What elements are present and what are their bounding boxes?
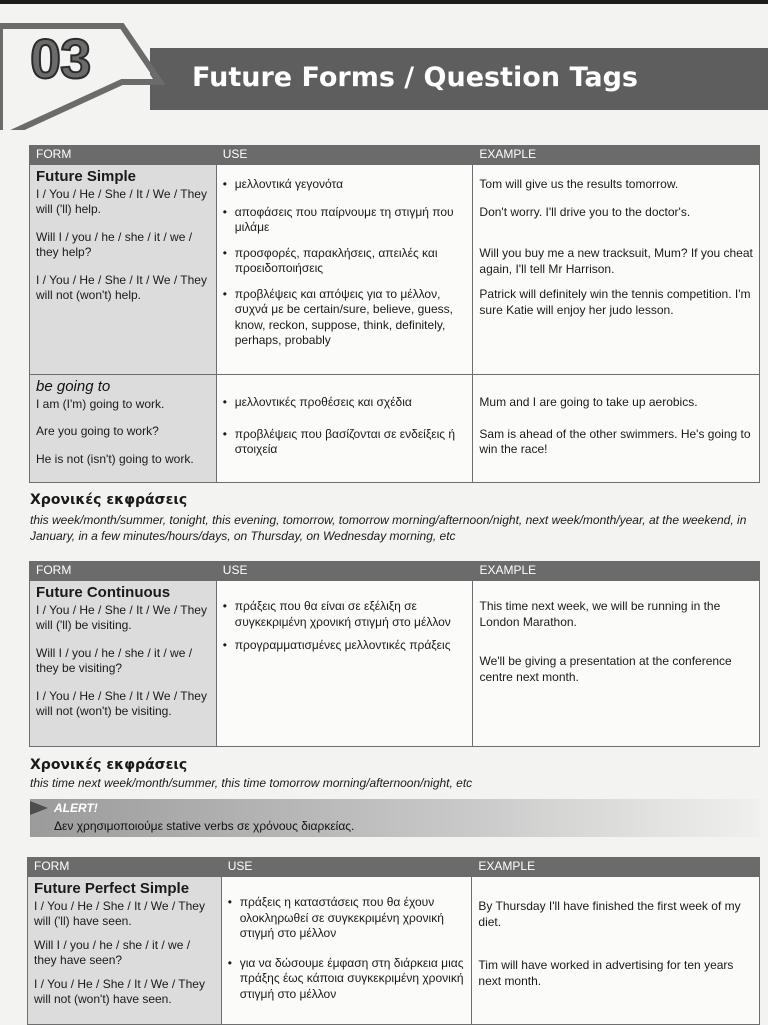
use-header: USE bbox=[216, 562, 473, 581]
affirmative-form: I / You / He / She / It / We / They will ('ll) have seen. bbox=[34, 898, 205, 928]
affirmative-form: I / You / He / She / It / We / They will ('ll) be visiting. bbox=[36, 602, 207, 632]
future-continuous-table bbox=[29, 561, 760, 747]
form-header: FORM bbox=[30, 146, 217, 165]
example-header: EXAMPLE bbox=[473, 146, 760, 165]
example-text: Will you buy me a new tracksuit, Mum? If you cheat again, I'll tell Mr Harrison. bbox=[479, 246, 753, 276]
example-text: Sam is ahead of the other swimmers. He's going to win the race! bbox=[479, 426, 751, 456]
form-header: FORM bbox=[28, 858, 222, 877]
be-going-to-example-cell bbox=[473, 375, 760, 483]
question-form: Will I / you / he / she / it / we / they help? bbox=[36, 229, 193, 259]
future-perfect-simple-table bbox=[27, 857, 760, 1025]
unit-title: Future Forms / Question Tags bbox=[192, 62, 639, 93]
example-text: Don't worry. I'll drive you to the doctor's. bbox=[479, 204, 691, 219]
time-expressions-title: Χρονικές εκφράσεις bbox=[30, 757, 188, 773]
form-header: FORM bbox=[30, 562, 217, 581]
future-simple-table bbox=[29, 145, 760, 483]
question-form: Will I / you / he / she / it / we / they be visiting? bbox=[36, 645, 193, 675]
use-item: • μελλοντικές προθέσεις και σχέδια bbox=[223, 395, 467, 411]
use-header: USE bbox=[221, 858, 472, 877]
question-form: Will I / you / he / she / it / we / they have seen? bbox=[34, 937, 191, 967]
negative-form: I / You / He / She / It / We / They will not (won't) help. bbox=[36, 272, 207, 302]
be-going-to-name: be going to bbox=[36, 378, 111, 395]
alert-box bbox=[30, 799, 760, 837]
example-text: Tim will have worked in advertising for ten years next month. bbox=[478, 958, 734, 988]
top-border bbox=[0, 0, 768, 4]
use-item: • αποφάσεις που παίρνουμε τη στιγμή που μιλάμε bbox=[223, 205, 467, 236]
future-perfect-form-cell bbox=[28, 877, 222, 1025]
negative-form: I / You / He / She / It / We / They will not (won't) be visiting. bbox=[36, 688, 207, 718]
use-item: • προβλέψεις που βασίζονται σε ενδείξεις ή στοιχεία bbox=[223, 427, 467, 458]
time-expressions-text: this time next week/month/summer, this time tomorrow morning/afternoon/night, etc bbox=[30, 776, 473, 790]
example-text: We'll be giving a presentation at the conference centre next month. bbox=[479, 654, 732, 684]
future-perfect-use-cell bbox=[221, 877, 472, 1025]
use-item: • προσφορές, παρακλήσεις, απειλές και προειδοποιήσεις bbox=[223, 246, 467, 277]
time-expressions-text: this week/month/summer, tonight, this evening, tomorrow, tomorrow morning/afternoon/night, next week/month/year, at the weekend, in January, in a few minutes/hours/days, on Thursday, on Wednesday morning, etc bbox=[30, 513, 747, 543]
future-continuous-name: Future Continuous bbox=[36, 584, 171, 601]
future-perfect-example-cell bbox=[472, 877, 760, 1025]
negative-form: He is not (isn't) going to work. bbox=[36, 451, 194, 466]
example-text: Patrick will definitely win the tennis competition. I'm sure Katie will enjoy her judo lesson. bbox=[479, 287, 751, 317]
use-item: • προγραμματισμένες μελλοντικές πράξεις bbox=[223, 638, 467, 654]
example-text: Tom will give us the results tomorrow. bbox=[479, 177, 679, 191]
future-continuous-example-cell bbox=[473, 581, 760, 747]
example-header: EXAMPLE bbox=[472, 858, 760, 877]
use-item: • προβλέψεις και απόψεις για το μέλλον, συχνά με be certain/sure, believe, guess, know, reckon, suppose, think, definitely, perhaps, probably bbox=[223, 287, 467, 349]
future-simple-form-cell bbox=[30, 165, 217, 375]
future-continuous-use-cell bbox=[216, 581, 473, 747]
negative-form: I / You / He / She / It / We / They will not (won't) have seen. bbox=[34, 976, 205, 1006]
be-going-to-form-cell bbox=[30, 375, 217, 483]
alert-arrow-icon bbox=[30, 801, 48, 815]
future-perfect-name: Future Perfect Simple bbox=[34, 880, 190, 897]
use-item: • για να δώσουμε έμφαση στη διάρκεια μιας πράξης έως κάποια συγκεκριμένη χρονική στιγμή στο μέλλον bbox=[228, 956, 466, 1003]
use-item: • πράξεις που θα είναι σε εξέλιξη σε συγκεκριμένη χρονική στιγμή στο μέλλον bbox=[223, 599, 467, 630]
use-item: • πράξεις η καταστάσεις που θα έχουν ολοκληρωθεί σε συγκεκριμένη χρονική στιγμή στο μέλλον bbox=[228, 895, 466, 942]
example-text: By Thursday I'll have finished the first week of my diet. bbox=[478, 899, 741, 929]
alert-text: Δεν χρησιμοποιούμε stative verbs σε χρόνους διαρκείας. bbox=[54, 819, 355, 833]
be-going-to-use-cell bbox=[216, 375, 473, 483]
alert-title: ALERT! bbox=[54, 801, 98, 815]
future-simple-example-cell bbox=[473, 165, 760, 375]
example-text: This time next week, we will be running in the London Marathon. bbox=[479, 599, 721, 629]
future-simple-name: Future Simple bbox=[36, 168, 137, 185]
future-continuous-form-cell bbox=[30, 581, 217, 747]
time-expressions-title: Χρονικές εκφράσεις bbox=[30, 492, 188, 508]
example-header: EXAMPLE bbox=[473, 562, 760, 581]
example-text: Mum and I are going to take up aerobics. bbox=[479, 395, 698, 409]
affirmative-form: I am (I'm) going to work. bbox=[36, 396, 165, 411]
future-simple-use-cell bbox=[216, 165, 473, 375]
question-form: Are you going to work? bbox=[36, 424, 159, 438]
unit-number: 03 bbox=[30, 27, 91, 90]
affirmative-form: I / You / He / She / It / We / They will ('ll) help. bbox=[36, 186, 207, 216]
use-header: USE bbox=[216, 146, 473, 165]
use-item: • μελλοντικά γεγονότα bbox=[223, 177, 467, 193]
